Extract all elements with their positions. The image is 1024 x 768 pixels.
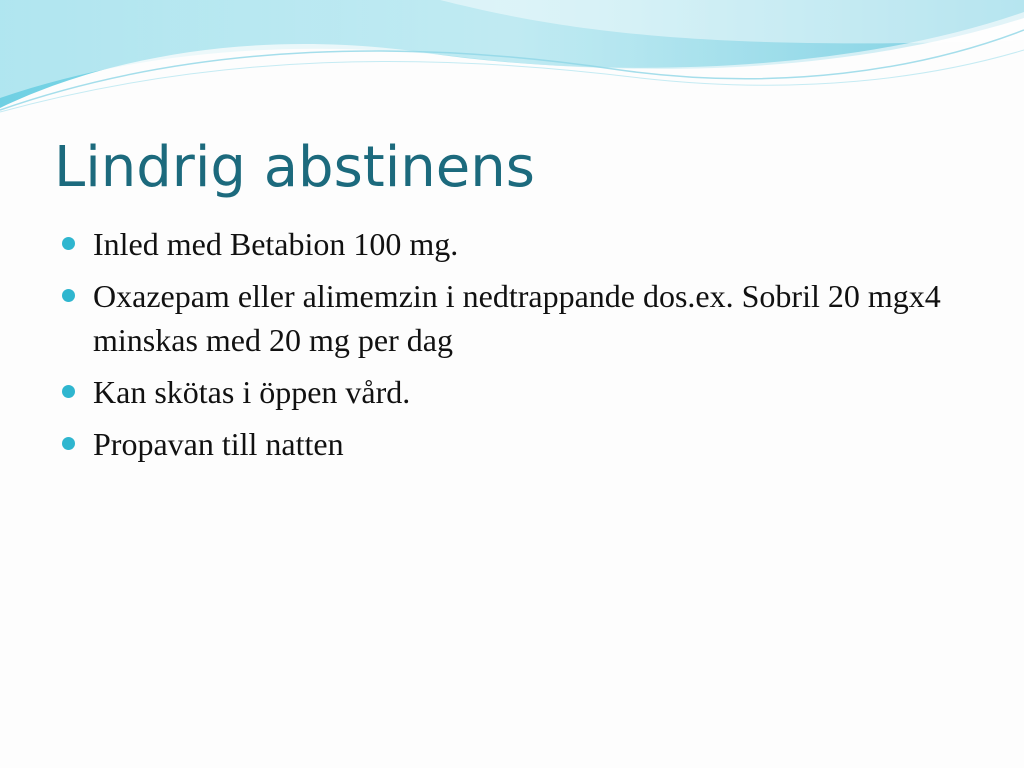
decorative-wave-header [0,0,1024,120]
bullet-dot-icon [62,237,75,250]
bullet-list [62,222,962,474]
bullet-item [62,422,962,466]
bullet-text: Oxazepam eller alimemzin i nedtrappande dos.ex. Sobril 20 mgx4 minskas med 20 mg per dag [93,278,941,358]
bullet-item [62,222,962,266]
bullet-text: Propavan till natten [93,426,344,462]
bullet-item [62,370,962,414]
bullet-dot-icon [62,385,75,398]
bullet-dot-icon [62,289,75,302]
bullet-text: Kan skötas i öppen vård. [93,374,411,410]
slide-title: Lindrig abstinens [54,135,535,200]
bullet-dot-icon [62,437,75,450]
bullet-text: Inled med Betabion 100 mg. [93,226,459,262]
bullet-item [62,274,962,362]
